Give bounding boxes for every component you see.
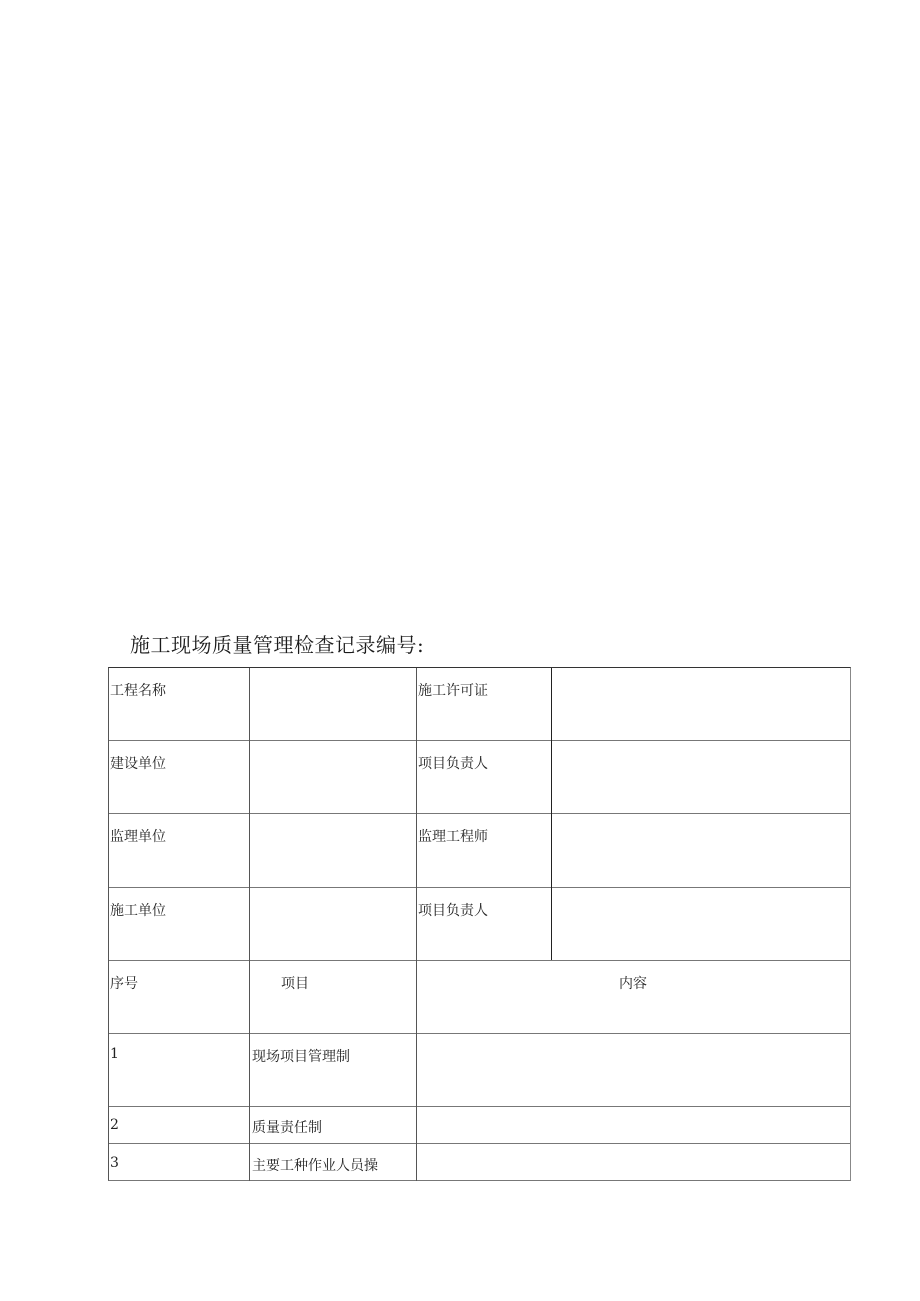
construction-permit-field[interactable] [555, 680, 845, 740]
label-contractor-project-leader: 项目负责人 [418, 903, 488, 919]
row-item: 质量责任制 [252, 1120, 322, 1136]
row-divider [109, 1033, 850, 1034]
contractor-project-leader-field[interactable] [555, 900, 845, 960]
label-contractor: 施工单位 [110, 903, 166, 919]
row-content-field[interactable] [419, 1109, 844, 1141]
construction-owner-field[interactable] [252, 753, 412, 813]
column-divider [249, 668, 250, 1181]
label-construction-owner: 建设单位 [110, 756, 166, 772]
row-divider [109, 1143, 850, 1144]
document-title: 施工现场质量管理检查记录编号: [130, 633, 425, 657]
header-content: 内容 [619, 976, 647, 992]
column-divider [416, 668, 417, 1181]
column-divider [551, 668, 552, 960]
contractor-field[interactable] [252, 900, 412, 960]
row-divider [109, 887, 850, 888]
quality-inspection-table [108, 667, 851, 1181]
project-leader-field[interactable] [555, 753, 845, 813]
row-divider [109, 813, 850, 814]
header-index: 序号 [110, 976, 138, 992]
row-item: 现场项目管理制 [252, 1049, 350, 1065]
row-item: 主要工种作业人员操 [252, 1158, 378, 1174]
row-content-field[interactable] [419, 1043, 844, 1103]
row-index: 3 [110, 1155, 119, 1171]
header-item: 项目 [281, 976, 309, 992]
label-project-leader: 项目负责人 [418, 756, 488, 772]
row-divider [109, 1106, 850, 1107]
row-index: 1 [110, 1046, 119, 1062]
row-divider [109, 960, 850, 961]
row-divider [109, 740, 850, 741]
supervising-engineer-field[interactable] [555, 826, 845, 886]
row-index: 2 [110, 1117, 119, 1133]
label-supervising-engineer: 监理工程师 [418, 829, 488, 845]
label-project-name: 工程名称 [110, 683, 166, 699]
row-content-field[interactable] [419, 1146, 844, 1178]
label-supervision-unit: 监理单位 [110, 829, 166, 845]
supervision-unit-field[interactable] [252, 826, 412, 886]
project-name-field[interactable] [252, 680, 412, 740]
label-construction-permit: 施工许可证 [418, 683, 488, 699]
